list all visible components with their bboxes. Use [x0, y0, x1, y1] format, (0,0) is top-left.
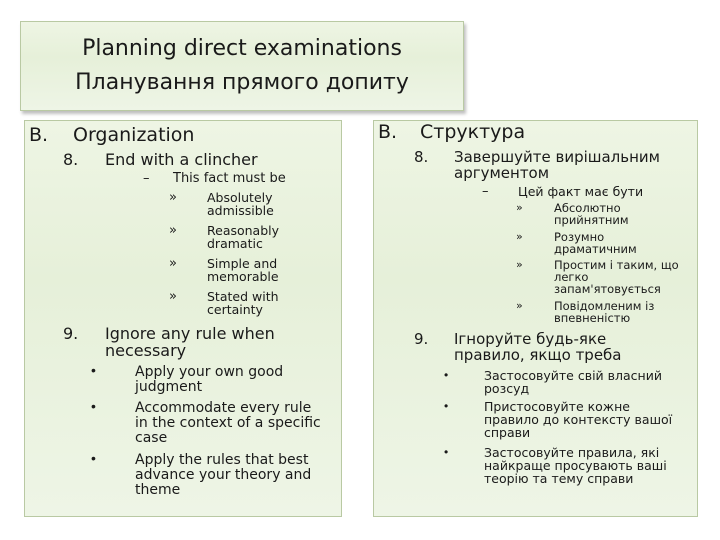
list-item: Повідомленим із впевненістю: [554, 299, 655, 325]
item-number: 8.: [63, 150, 79, 169]
title-box: [20, 21, 464, 111]
list-item: Simple and memorable: [207, 256, 279, 284]
ukrainian-content-box: [373, 120, 698, 517]
bullet-marker: »: [516, 201, 523, 214]
bullet-marker: »: [516, 299, 523, 312]
list-item: Застосовуйте правила, які найкраще просувають ваші теорію та тему справи: [484, 445, 667, 486]
bullet-marker: »: [516, 258, 523, 271]
list-item: Accommodate every rule in the context of a specific case: [135, 400, 321, 446]
bullet-marker: •: [91, 362, 96, 378]
sub-item-text: Цей факт має бути: [518, 184, 644, 199]
list-item: Apply your own good judgment: [135, 364, 284, 395]
section-heading: Organization: [73, 124, 195, 146]
list-item: Apply the rules that best advance your theory and theme: [135, 452, 312, 498]
section-letter: B.: [29, 124, 49, 146]
list-item: Absolutely admissible: [207, 190, 274, 218]
list-item: Абсолютно прийнятним: [554, 201, 629, 227]
section-letter: B.: [378, 121, 398, 143]
dash-marker: –: [482, 184, 489, 199]
bullet-marker: •: [91, 450, 96, 466]
bullet-marker: •: [91, 398, 96, 414]
item-number: 8.: [414, 148, 429, 166]
item-text: End with a clincher: [105, 150, 258, 169]
slide-title-english: Planning direct examinations: [82, 36, 402, 61]
sub-item-text: This fact must be: [173, 171, 286, 186]
list-item: Reasonably dramatic: [207, 223, 280, 251]
item-text: Завершуйте вирішальним аргументом: [454, 148, 660, 182]
item-text: Ігноруйте будь-яке правило, якщо треба: [454, 330, 622, 364]
list-item: Простим і таким, що легко запам'ятовується: [554, 258, 679, 296]
bullet-marker: »: [169, 190, 177, 205]
list-item: Stated with certainty: [207, 289, 279, 317]
item-number: 9.: [63, 324, 79, 343]
bullet-marker: »: [169, 223, 177, 238]
list-item: Розумно драматичним: [554, 230, 637, 256]
slide-title-ukrainian: Планування прямого допиту: [75, 70, 409, 95]
section-heading: Структура: [420, 121, 526, 143]
bullet-marker: •: [444, 399, 449, 413]
english-content-box: [24, 120, 342, 517]
item-text: Ignore any rule when necessary: [105, 324, 275, 360]
bullet-marker: »: [516, 230, 523, 243]
bullet-marker: »: [169, 289, 177, 304]
list-item: Пристосовуйте кожне правило до контексту вашої справи: [484, 399, 673, 440]
bullet-marker: »: [169, 256, 177, 271]
dash-marker: –: [143, 171, 150, 186]
bullet-marker: •: [444, 368, 449, 382]
item-number: 9.: [414, 330, 429, 348]
bullet-marker: •: [444, 445, 449, 459]
list-item: Застосовуйте свій власний розсуд: [484, 368, 662, 396]
